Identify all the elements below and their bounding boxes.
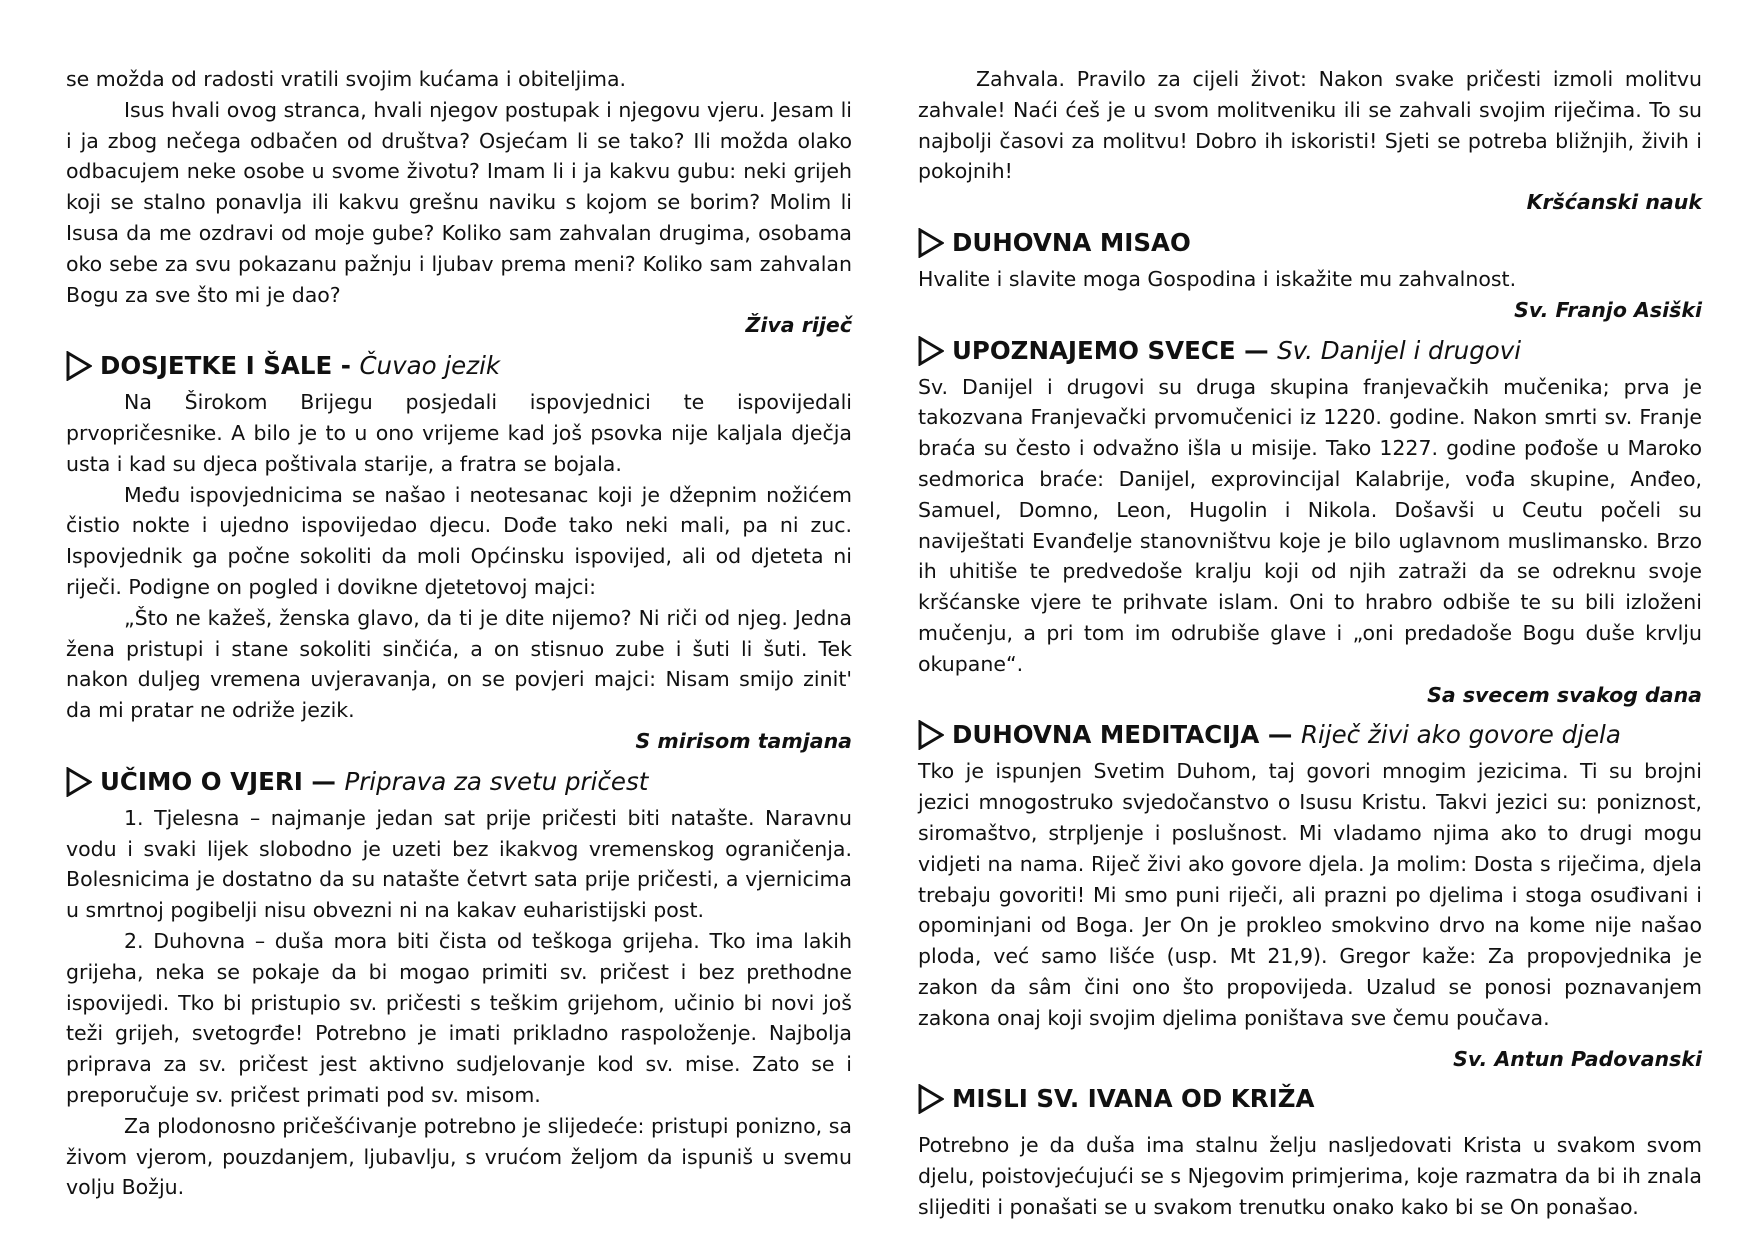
source-attribution: Kršćanski nauk (1526, 190, 1702, 215)
section-subtitle: Riječ živi ako govore djela (1300, 720, 1621, 750)
section-heading-misli (918, 1082, 1702, 1116)
triangle-bullet-icon (918, 336, 944, 366)
section-heading-duhovna-meditacija (918, 718, 1702, 752)
section-subtitle: Priprava za svetu pričest (344, 766, 649, 796)
heading-dash: — (1244, 335, 1269, 365)
left-column (66, 64, 852, 1203)
source-attribution: Sv. Franjo Asiški (1514, 297, 1702, 322)
paragraph: Zahvala. Pravilo za cijeli život: Nakon svake pričesti izmoli molitvu zahvale! Naći ćeš je u svom molitveniku ili se zahvali svojim riječima. To su najbolji časovi za molitvu! Dobro ih iskoristi! Sjeti se potreba bližnjih, živih i pokojnih! (918, 67, 1702, 184)
section-subtitle: Sv. Danijel i drugovi (1277, 335, 1522, 365)
source-attribution: Živa riječ (745, 313, 852, 338)
paragraph: Isus hvali ovog stranca, hvali njegov postupak i njegovu vjeru. Jesam li i ja zbog nečega odbačen od društva? Osjećam li se tako? Ili možda olako odbacujem neke osobe u svome životu? Imam li i ja kakvu gubu: neki grijeh koji se stalno ponavlja ili kakvu grešnu naviku s kojom se borim? Molim li Isusa da me ozdravi od moje gube? Koliko sam zahvalan drugima, osobama oko sebe za svu pokazanu pažnju i ljubav prema meni? Koliko sam zahvalan Bogu za sve što mi je dao? (66, 97, 852, 307)
paragraph: se možda od radosti vratili svojim kućama i obiteljima. (66, 67, 627, 91)
section-title: DOSJETKE I ŠALE - (100, 351, 351, 381)
paragraph: Tko je ispunjen Svetim Duhom, taj govori mnogim jezicima. Ti su brojni jezici mnogostruko svjedočanstvo o Isusu Kristu. Takvi jezici su: poniznost, siromaštvo, strpljenje i poslušnost. Mi vladamo njima ako to drugi mogu vidjeti na nama. Riječ živi ako govore djela. Ja molim: Dosta s riječima, djela trebaju govoriti! Mi smo puni riječi, ali prazni po djelima i stoga osuđivani i opominjani od Boga. Jer On je prokleo smokvino drvo na kome nije našao ploda, već samo lišće (usp. Mt 21,9). Gregor kaže: Za propovjednika je zakon da sâm čini ono što propovijeda. Uzalud se ponosi poznavanjem zakona onaj koji svojim djelima poništava sve čemu poučava. (918, 759, 1702, 1030)
section-title: MISLI SV. IVANA OD KRIŽA (952, 1084, 1315, 1114)
paragraph: Na Širokom Brijegu posjedali ispovjednici te ispovijedali prvopričesnike. A bilo je to u ono vrijeme kad još psovka nije kaljala dječja usta i kad su djeca poštivala starije, a fratra se bojala. (66, 390, 852, 476)
triangle-bullet-icon (918, 720, 944, 750)
triangle-bullet-icon (918, 228, 944, 258)
paragraph: Za plodonosno pričešćivanje potrebno je slijedeće: pristupi ponizno, sa živom vjerom, pouzdanjem, ljubavlju, s vrućom željom da ispuniš u svemu volju Božju. (66, 1113, 852, 1200)
triangle-bullet-icon (66, 767, 92, 797)
section-heading-duhovna-misao (918, 226, 1702, 260)
paragraph: Sv. Danijel i drugovi su druga skupina franjevačkih mučenika; prva je takozvana Franjevački prvomučenici iz 1220. godine. Nakon smrti sv. Franje braća su često i odvažno išla u misije. Tako 1227. godine pođoše u Maroko sedmorica braće: Danijel, exprovincijal Kalabrije, vođa skupine, Anđeo, Samuel, Domno, Leon, Hugolin i Nikola. Došavši u Ceutu počeli su naviještati Evanđelje stanovništvu koje je bilo uglavnom muslimansko. Brzo ih uhitiše te predvedoše kralju koji od njih zatraži da se odreknu svoje kršćanske vjere te prihvate islam. Oni to hrabro odbiše te su bili izloženi mučenju, a pri tom im odrubiše glave i „oni predadoše Bogu duše krvlju okupane“. (918, 374, 1702, 676)
paragraph: 1. Tjelesna – najmanje jedan sat prije pričesti biti natašte. Naravnu vodu i svaki lijek slobodno je uzeti bez ikakvog vremenskog ograničenja. Bolesnicima je dostatno da su natašte četvrt sata prije pričesti, a vjernicima u smrtnoj pogibelji nisu obvezni ni na kakav euharistijski post. (66, 805, 852, 923)
heading-dash: — (311, 766, 336, 796)
source-attribution: Sa svecem svakog dana (1427, 682, 1702, 707)
section-subtitle: Čuvao jezik (359, 351, 501, 381)
triangle-bullet-icon (918, 1084, 944, 1114)
heading-dash: — (1267, 720, 1293, 750)
source-attribution: S mirisom tamjana (635, 728, 852, 753)
section-title: UČIMO O VJERI (100, 766, 303, 796)
section-title: UPOZNAJEMO SVECE (952, 335, 1236, 365)
section-heading-ucimo (66, 765, 852, 799)
paragraph: „Što ne kažeš, ženska glavo, da ti je dite nijemo? Ni riči od njeg. Jedna žena pristupi i stane sokoliti sinčića, a on stisnuo zube i šuti li šuti. Tek nakon duljeg vremena uvjeravanja, on se povjeri majci: Nisam smijo zinit' da mi pratar ne odriže jezik. (66, 605, 852, 723)
right-column (918, 64, 1702, 1223)
section-heading-dosjetke (66, 349, 852, 383)
section-heading-upoznajemo-svece (918, 334, 1702, 368)
paragraph: 2. Duhovna – duša mora biti čista od teškoga grijeha. Tko ima lakih grijeha, neka se pokaje da bi mogao primiti sv. pričest i bez prethodne ispovijedi. Tko bi pristupio sv. pričesti s teškim grijehom, učinio bi novi još teži grijeh, svetogrđe! Potrebno je imati prikladno raspoloženje. Najbolja priprava za sv. pričest jest aktivno sudjelovanje kod sv. mise. Zato se i preporučuje sv. pričest primati pod sv. misom. (66, 928, 852, 1107)
section-title: DUHOVNA MISAO (952, 227, 1191, 257)
paragraph: Hvalite i slavite moga Gospodina i iskažite mu zahvalnost. (918, 266, 1517, 291)
paragraph: Potrebno je da duša ima stalnu želju nasljedovati Krista u svakom svom djelu, poistovjećujući se s Njegovim primjerima, koje razmatra da bi ih znala slijediti i ponašati se u svakom trenutku onako kako bi se On ponašao. (918, 1133, 1702, 1219)
source-attribution: Sv. Antun Padovanski (1453, 1046, 1702, 1071)
triangle-bullet-icon (66, 351, 92, 381)
paragraph: Među ispovjednicima se našao i neotesanac koji je džepnim nožićem čistio nokte i ujedno ispovijedao djecu. Dođe tako neki mali, pa ni zuc. Ispovjednik ga počne sokoliti da moli Općinsku ispovijed, ali od djeteta ni riječi. Podigne on pogled i dovikne djetetovoj majci: (66, 482, 852, 599)
section-title: DUHOVNA MEDITACIJA (952, 720, 1260, 750)
